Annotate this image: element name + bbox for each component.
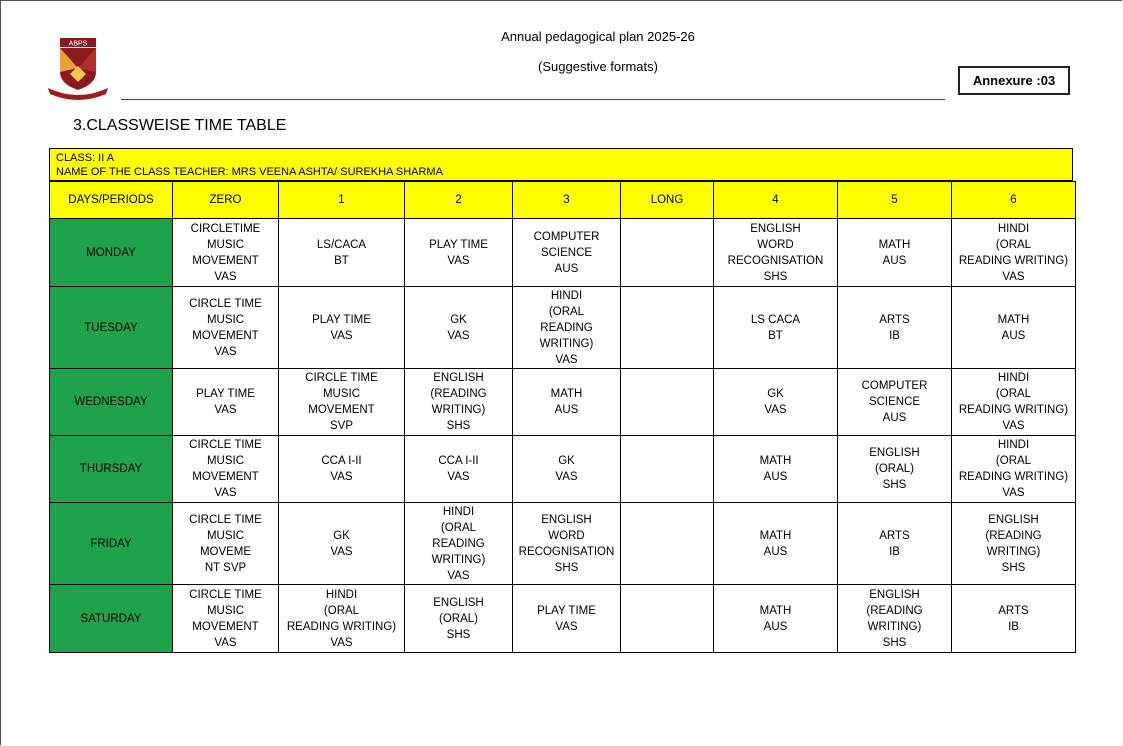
period-cell: ARTS IB — [952, 585, 1076, 653]
header-rule — [121, 99, 945, 100]
table-row — [50, 219, 1076, 287]
period-cell: GK VAS — [513, 436, 621, 503]
svg-text:ABPS: ABPS — [68, 40, 88, 48]
document-title: Annual pedagogical plan 2025-26 — [501, 29, 695, 44]
table-row — [50, 287, 1076, 369]
period-cell: HINDI (ORAL READING WRITING) VAS — [952, 219, 1076, 287]
period-cell: MATH AUS — [714, 503, 838, 585]
period-cell: ENGLISH WORD RECOGNISATION SHS — [513, 503, 621, 585]
column-header: 6 — [952, 182, 1076, 219]
column-header: 5 — [838, 182, 952, 219]
day-cell: THURSDAY — [50, 436, 173, 503]
period-cell — [621, 287, 714, 369]
period-cell: MATH AUS — [714, 585, 838, 653]
period-cell: PLAY TIME VAS — [173, 369, 279, 436]
table-row — [50, 503, 1076, 585]
period-cell — [621, 503, 714, 585]
class-info-box — [49, 148, 1073, 181]
period-cell — [621, 219, 714, 287]
period-cell: GK VAS — [279, 503, 405, 585]
period-cell: CIRCLE TIME MUSIC MOVEMENT VAS — [173, 287, 279, 369]
period-cell: ENGLISH (READING WRITING) SHS — [952, 503, 1076, 585]
header-row — [50, 182, 1076, 219]
period-cell — [621, 436, 714, 503]
period-cell: ENGLISH (READING WRITING) SHS — [405, 369, 513, 436]
period-cell: GK VAS — [714, 369, 838, 436]
period-cell: ENGLISH WORD RECOGNISATION SHS — [714, 219, 838, 287]
period-cell: PLAY TIME VAS — [513, 585, 621, 653]
period-cell: MATH AUS — [952, 287, 1076, 369]
day-cell: WEDNESDAY — [50, 369, 173, 436]
period-cell: COMPUTER SCIENCE AUS — [513, 219, 621, 287]
period-cell: GK VAS — [405, 287, 513, 369]
column-header: 1 — [279, 182, 405, 219]
annexure-badge: Annexure :03 — [958, 66, 1070, 95]
period-cell: HINDI (ORAL READING WRITING) VAS — [405, 503, 513, 585]
day-cell: SATURDAY — [50, 585, 173, 653]
period-cell: COMPUTER SCIENCE AUS — [838, 369, 952, 436]
period-cell: CCA I-II VAS — [405, 436, 513, 503]
document-subtitle: (Suggestive formats) — [538, 59, 658, 74]
period-cell: CIRCLETIME MUSIC MOVEMENT VAS — [173, 219, 279, 287]
period-cell: PLAY TIME VAS — [279, 287, 405, 369]
column-header: 3 — [513, 182, 621, 219]
timetable — [49, 181, 1076, 653]
period-cell: CCA I-II VAS — [279, 436, 405, 503]
period-cell: ARTS IB — [838, 287, 952, 369]
period-cell: MATH AUS — [714, 436, 838, 503]
period-cell: HINDI (ORAL READING WRITING) VAS — [952, 436, 1076, 503]
column-header: ZERO — [173, 182, 279, 219]
column-header: LONG — [621, 182, 714, 219]
period-cell — [621, 585, 714, 653]
period-cell: ENGLISH (ORAL) SHS — [405, 585, 513, 653]
table-row — [50, 436, 1076, 503]
period-cell: CIRCLE TIME MUSIC MOVEMENT VAS — [173, 436, 279, 503]
period-cell: CIRCLE TIME MUSIC MOVEMENT SVP — [279, 369, 405, 436]
period-cell: HINDI (ORAL READING WRITING) VAS — [513, 287, 621, 369]
period-cell: LS CACA BT — [714, 287, 838, 369]
period-cell: PLAY TIME VAS — [405, 219, 513, 287]
period-cell: MATH AUS — [838, 219, 952, 287]
period-cell: HINDI (ORAL READING WRITING) VAS — [952, 369, 1076, 436]
period-cell: ENGLISH (ORAL) SHS — [838, 436, 952, 503]
period-cell: ENGLISH (READING WRITING) SHS — [838, 585, 952, 653]
class-label: CLASS: II A — [56, 152, 115, 164]
section-title: 3.CLASSWEISE TIME TABLE — [73, 117, 287, 134]
period-cell: MATH AUS — [513, 369, 621, 436]
table-row — [50, 585, 1076, 653]
period-cell: CIRCLE TIME MUSIC MOVEME NT SVP — [173, 503, 279, 585]
timetable-body — [50, 219, 1076, 653]
day-cell: MONDAY — [50, 219, 173, 287]
period-cell: LS/CACA BT — [279, 219, 405, 287]
column-header: 2 — [405, 182, 513, 219]
column-header: 4 — [714, 182, 838, 219]
table-row — [50, 369, 1076, 436]
period-cell: CIRCLE TIME MUSIC MOVEMENT VAS — [173, 585, 279, 653]
teacher-label: NAME OF THE CLASS TEACHER: MRS VEENA ASHTA/ SUREKHA SHARMA — [56, 166, 443, 178]
day-cell: FRIDAY — [50, 503, 173, 585]
day-cell: TUESDAY — [50, 287, 173, 369]
period-cell — [621, 369, 714, 436]
column-header: DAYS/PERIODS — [50, 182, 173, 219]
period-cell: HINDI (ORAL READING WRITING) VAS — [279, 585, 405, 653]
period-cell: ARTS IB — [838, 503, 952, 585]
